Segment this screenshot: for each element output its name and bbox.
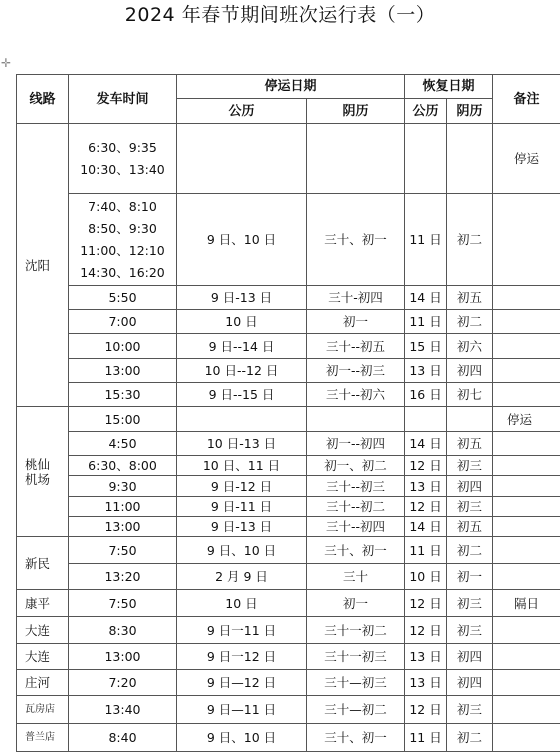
stop-solar: 9 日、10 日 <box>177 537 307 564</box>
table-row <box>17 310 560 334</box>
departure-times: 6:30、9:35 10:30、13:40 <box>69 124 177 194</box>
note <box>493 517 560 537</box>
table-row <box>17 590 560 617</box>
note <box>493 432 560 456</box>
table-row <box>17 194 560 286</box>
departure-time: 9:30 <box>69 476 177 497</box>
table-row <box>17 517 560 537</box>
stop-lunar: 三十--初六 <box>307 383 405 407</box>
stop-lunar: 初一、初二 <box>307 456 405 476</box>
table-row <box>17 497 560 517</box>
note <box>493 537 560 564</box>
table-row <box>17 334 560 359</box>
resume-lunar: 初四 <box>447 359 493 383</box>
departure-time: 4:50 <box>69 432 177 456</box>
note <box>493 286 560 310</box>
note <box>493 670 560 696</box>
header-stop-solar: 公历 <box>177 99 307 124</box>
stop-lunar: 三十、初一 <box>307 724 405 752</box>
stop-solar: 9 日一11 日 <box>177 617 307 644</box>
stop-lunar: 三十、初一 <box>307 537 405 564</box>
stop-solar: 10 日-13 日 <box>177 432 307 456</box>
stop-solar: 9 日-11 日 <box>177 497 307 517</box>
table-row <box>17 432 560 456</box>
schedule-table <box>16 74 560 752</box>
table-row <box>17 696 560 724</box>
resume-solar: 11 日 <box>405 537 447 564</box>
header-resume-solar: 公历 <box>405 99 447 124</box>
header-resume-dates: 恢复日期 <box>405 75 493 99</box>
departure-time: 13:00 <box>69 644 177 670</box>
stop-lunar: 初一 <box>307 590 405 617</box>
table-row <box>17 407 560 432</box>
line-xinmin: 新民 <box>17 537 69 590</box>
stop-lunar: 三十一初二 <box>307 617 405 644</box>
note <box>493 724 560 752</box>
stop-solar <box>177 407 307 432</box>
table-row <box>17 456 560 476</box>
stop-lunar: 初一 <box>307 310 405 334</box>
note <box>493 564 560 590</box>
header-stop-lunar: 阴历 <box>307 99 405 124</box>
stop-lunar: 三十一初三 <box>307 644 405 670</box>
header-row <box>17 75 560 99</box>
resume-solar: 12 日 <box>405 590 447 617</box>
note <box>493 476 560 497</box>
stop-lunar: 三十—初二 <box>307 696 405 724</box>
note <box>493 497 560 517</box>
stop-lunar: 三十--初五 <box>307 334 405 359</box>
stop-lunar: 初一--初三 <box>307 359 405 383</box>
stop-solar: 9 日、10 日 <box>177 724 307 752</box>
resume-solar: 12 日 <box>405 617 447 644</box>
table-row <box>17 564 560 590</box>
resume-solar: 13 日 <box>405 644 447 670</box>
table-row <box>17 617 560 644</box>
stop-solar: 10 日、11 日 <box>177 456 307 476</box>
stop-lunar: 三十--初三 <box>307 476 405 497</box>
resume-lunar: 初二 <box>447 194 493 286</box>
stop-solar: 9 日—12 日 <box>177 670 307 696</box>
note <box>493 456 560 476</box>
resume-solar: 12 日 <box>405 696 447 724</box>
resume-solar: 11 日 <box>405 194 447 286</box>
departure-time: 11:00 <box>69 497 177 517</box>
resume-lunar: 初四 <box>447 476 493 497</box>
note <box>493 617 560 644</box>
table-row <box>17 537 560 564</box>
resume-solar: 14 日 <box>405 286 447 310</box>
stop-solar: 10 日 <box>177 310 307 334</box>
resume-solar: 12 日 <box>405 456 447 476</box>
departure-time: 13:00 <box>69 517 177 537</box>
resume-solar: 13 日 <box>405 476 447 497</box>
stop-solar: 9 日--14 日 <box>177 334 307 359</box>
resume-solar: 11 日 <box>405 724 447 752</box>
resume-lunar: 初五 <box>447 517 493 537</box>
note <box>493 383 560 407</box>
resume-lunar: 初三 <box>447 456 493 476</box>
resume-solar: 12 日 <box>405 497 447 517</box>
resume-lunar: 初四 <box>447 644 493 670</box>
note <box>493 194 560 286</box>
resume-lunar: 初二 <box>447 724 493 752</box>
stop-solar: 9 日-13 日 <box>177 286 307 310</box>
resume-solar <box>405 124 447 194</box>
table-row <box>17 359 560 383</box>
line-dalian: 大连 <box>17 617 69 644</box>
table-row <box>17 724 560 752</box>
resume-lunar: 初七 <box>447 383 493 407</box>
stop-lunar <box>307 124 405 194</box>
resume-lunar: 初三 <box>447 590 493 617</box>
resume-lunar: 初五 <box>447 286 493 310</box>
resume-lunar: 初五 <box>447 432 493 456</box>
departure-times: 7:40、8:10 8:50、9:30 11:00、12:10 14:30、16:20 <box>69 194 177 286</box>
table-row <box>17 286 560 310</box>
resume-lunar: 初二 <box>447 310 493 334</box>
stop-lunar: 三十--初四 <box>307 517 405 537</box>
note <box>493 334 560 359</box>
stop-solar: 9 日-13 日 <box>177 517 307 537</box>
note <box>493 696 560 724</box>
header-note: 备注 <box>493 75 560 124</box>
stop-solar: 9 日、10 日 <box>177 194 307 286</box>
stop-solar: 10 日 <box>177 590 307 617</box>
resume-solar: 10 日 <box>405 564 447 590</box>
resume-lunar: 初四 <box>447 670 493 696</box>
line-wafangdian: 瓦房店 <box>17 696 69 724</box>
note <box>493 359 560 383</box>
stop-solar <box>177 124 307 194</box>
resume-lunar <box>447 124 493 194</box>
departure-time: 8:40 <box>69 724 177 752</box>
stop-solar: 9 日--15 日 <box>177 383 307 407</box>
resume-lunar: 初三 <box>447 497 493 517</box>
note <box>493 310 560 334</box>
resume-solar: 14 日 <box>405 517 447 537</box>
table-row <box>17 670 560 696</box>
line-dalian: 大连 <box>17 644 69 670</box>
departure-time: 7:50 <box>69 590 177 617</box>
line-kangping: 康平 <box>17 590 69 617</box>
note <box>493 644 560 670</box>
stop-lunar: 三十-初四 <box>307 286 405 310</box>
stop-lunar: 三十--初二 <box>307 497 405 517</box>
departure-time: 13:00 <box>69 359 177 383</box>
resume-lunar: 初三 <box>447 617 493 644</box>
note: 停运 <box>493 407 560 432</box>
resume-solar <box>405 407 447 432</box>
table-row <box>17 124 560 194</box>
departure-time: 7:20 <box>69 670 177 696</box>
resume-solar: 13 日 <box>405 670 447 696</box>
resume-lunar: 初一 <box>447 564 493 590</box>
move-handle-icon[interactable]: ✛ <box>1 58 11 68</box>
resume-solar: 15 日 <box>405 334 447 359</box>
line-taoxian-airport: 桃仙 机场 <box>17 407 69 537</box>
header-line: 线路 <box>17 75 69 124</box>
resume-solar: 14 日 <box>405 432 447 456</box>
departure-time: 15:00 <box>69 407 177 432</box>
departure-time: 13:20 <box>69 564 177 590</box>
header-resume-lunar: 阴历 <box>447 99 493 124</box>
stop-solar: 2 月 9 日 <box>177 564 307 590</box>
resume-solar: 11 日 <box>405 310 447 334</box>
stop-lunar: 三十—初三 <box>307 670 405 696</box>
stop-lunar: 三十、初一 <box>307 194 405 286</box>
note: 停运 <box>493 124 560 194</box>
resume-lunar <box>447 407 493 432</box>
departure-time: 13:40 <box>69 696 177 724</box>
departure-time: 7:50 <box>69 537 177 564</box>
departure-time: 8:30 <box>69 617 177 644</box>
table-row <box>17 476 560 497</box>
line-pulandian: 普兰店 <box>17 724 69 752</box>
resume-solar: 16 日 <box>405 383 447 407</box>
stop-solar: 9 日-12 日 <box>177 476 307 497</box>
stop-lunar <box>307 407 405 432</box>
departure-time: 15:30 <box>69 383 177 407</box>
departure-time: 7:00 <box>69 310 177 334</box>
stop-lunar: 三十 <box>307 564 405 590</box>
departure-time: 5:50 <box>69 286 177 310</box>
header-departure: 发车时间 <box>69 75 177 124</box>
note: 隔日 <box>493 590 560 617</box>
departure-time: 10:00 <box>69 334 177 359</box>
stop-solar: 9 日一12 日 <box>177 644 307 670</box>
resume-lunar: 初六 <box>447 334 493 359</box>
stop-lunar: 初一--初四 <box>307 432 405 456</box>
line-zhuanghe: 庄河 <box>17 670 69 696</box>
resume-lunar: 初二 <box>447 537 493 564</box>
stop-solar: 9 日—11 日 <box>177 696 307 724</box>
page-title: 2024 年春节期间班次运行表（一） <box>0 0 560 32</box>
resume-lunar: 初三 <box>447 696 493 724</box>
table-row <box>17 383 560 407</box>
resume-solar: 13 日 <box>405 359 447 383</box>
header-stop-dates: 停运日期 <box>177 75 405 99</box>
line-shenyang: 沈阳 <box>17 124 69 407</box>
table-row <box>17 644 560 670</box>
departure-time: 6:30、8:00 <box>69 456 177 476</box>
stop-solar: 10 日--12 日 <box>177 359 307 383</box>
